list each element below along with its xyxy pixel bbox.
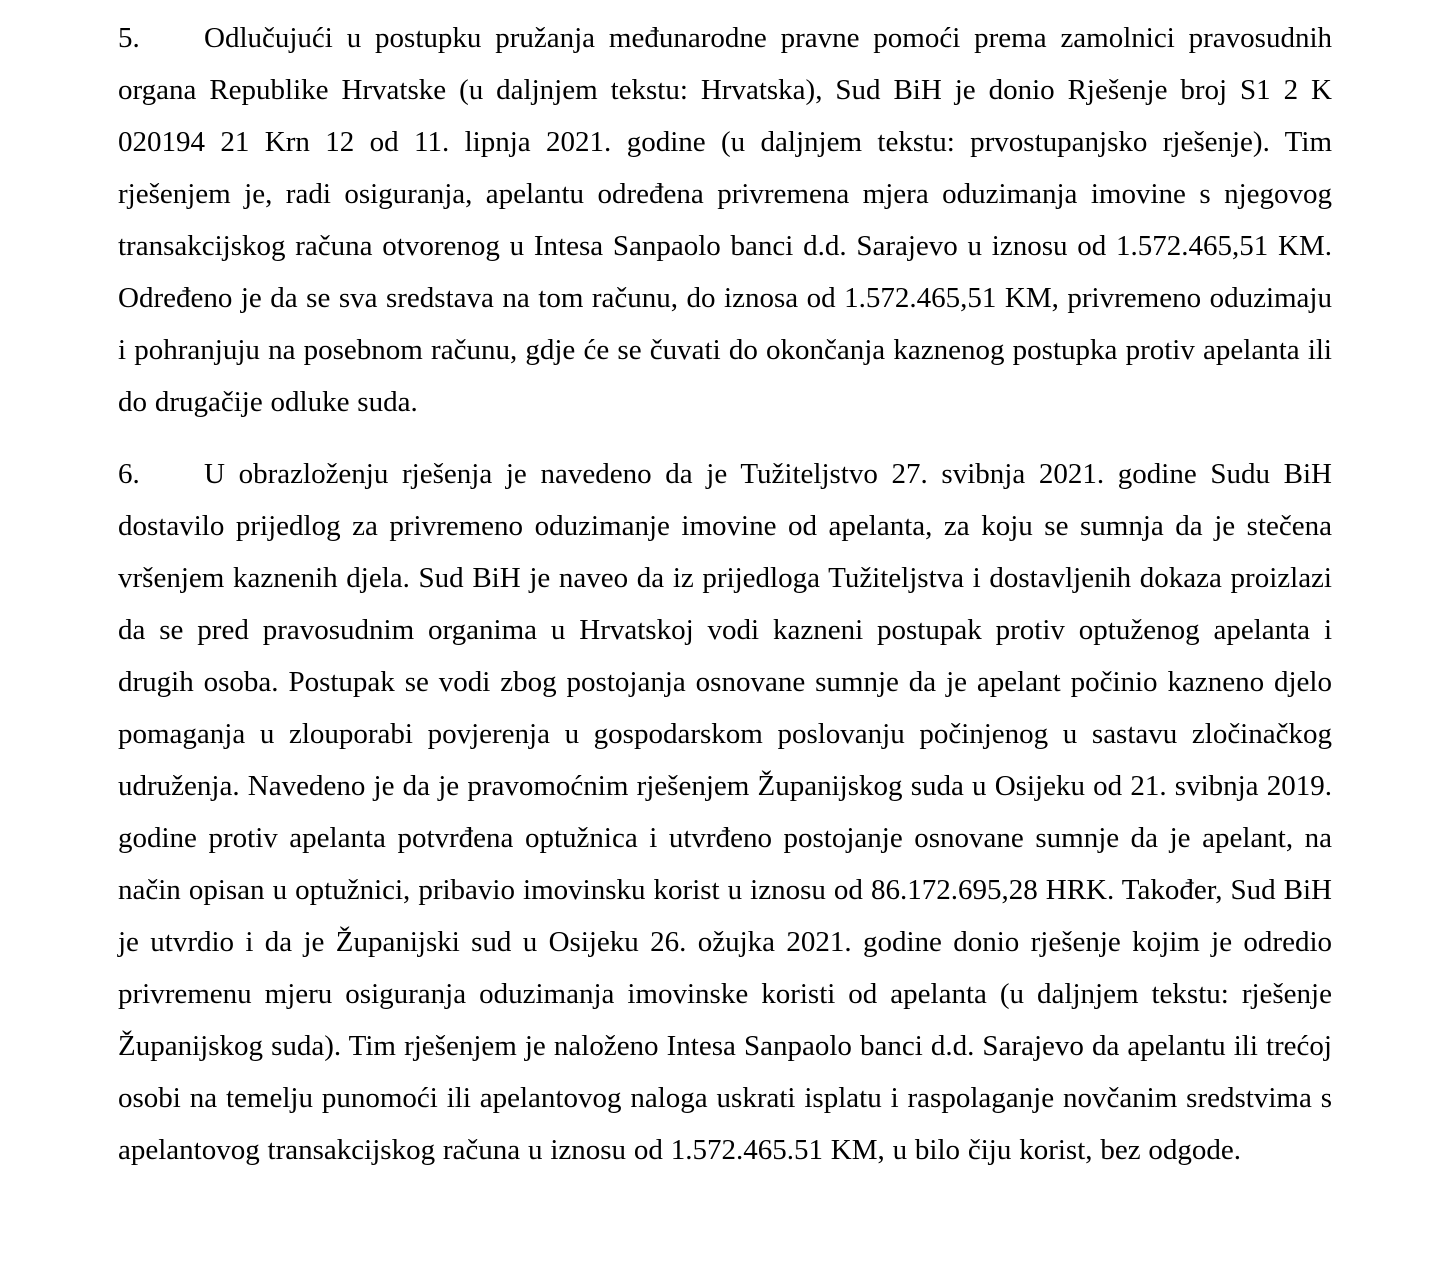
paragraph-6-number: 6. [118,458,140,490]
paragraph-6-text: U obrazloženju rješenja je navedeno da je Tužiteljstvo 27. svibnja 2021. godine Sudu BiH dostavilo prijedlog za privremeno oduzimanje imovine od apelanta, za koju se sumnja da je stečena vršenjem kaznenih djela. Sud BiH je naveo da iz prijedloga Tužiteljstva i dostavljenih dokaza proizlazi da se pred pravosudnim organima u Hrvatskoj vodi kazneni postupak protiv optuženog apelanta i drugih osoba. Postupak se vodi zbog postojanja osnovane sumnje da je apelant počinio kazneno djelo pomaganja u zlouporabi povjerenja u gospodarskom poslovanju počinjenog u sastavu zločinačkog udruženja. Navedeno je da je pravomoćnim rješenjem Županijskog suda u Osijeku od 21. svibnja 2019. godine protiv apelanta potvrđena optužnica i utvrđeno postojanje osnovane sumnje da je apelant, na način opisan u optužnici, pribavio imovinsku korist u iznosu od 86.172.695,28 HRK. Također, Sud BiH je utvrdio i da je Županijski sud u Osijeku 26. ožujka 2021. godine donio rješenje kojim je odredio privremenu mjeru osiguranja oduzimanja imovinske koristi od apelanta (u daljnjem tekstu: rješenje Županijskog suda). Tim rješenjem je naloženo Intesa Sanpaolo banci d.d. Sarajevo da apelantu ili trećoj osobi na temelju punomoći ili apelantovog naloga uskrati isplatu i raspolaganje novčanim sredstvima s apelantovog transakcijskog računa u iznosu od 1.572.465.51 KM, u bilo čiju korist, bez odgode. [118,458,1332,1166]
paragraph-6 [118,448,1332,1176]
paragraph-5-text: Odlučujući u postupku pružanja međunarodne pravne pomoći prema zamolnici pravosudnih organa Republike Hrvatske (u daljnjem tekstu: Hrvatska), Sud BiH je donio Rješenje broj S1 2 K 020194 21 Krn 12 od 11. lipnja 2021. godine (u daljnjem tekstu: prvostupanjsko rješenje). Tim rješenjem je, radi osiguranja, apelantu određena privremena mjera oduzimanja imovine s njegovog transakcijskog računa otvorenog u Intesa Sanpaolo banci d.d. Sarajevo u iznosu od 1.572.465,51 KM. Određeno je da se sva sredstava na tom računu, do iznosa od 1.572.465,51 KM, privremeno oduzimaju i pohranjuju na posebnom računu, gdje će se čuvati do okončanja kaznenog postupka protiv apelanta ili do drugačije odluke suda. [118,22,1332,418]
paragraph-5-number: 5. [118,22,140,54]
paragraph-5 [118,12,1332,428]
